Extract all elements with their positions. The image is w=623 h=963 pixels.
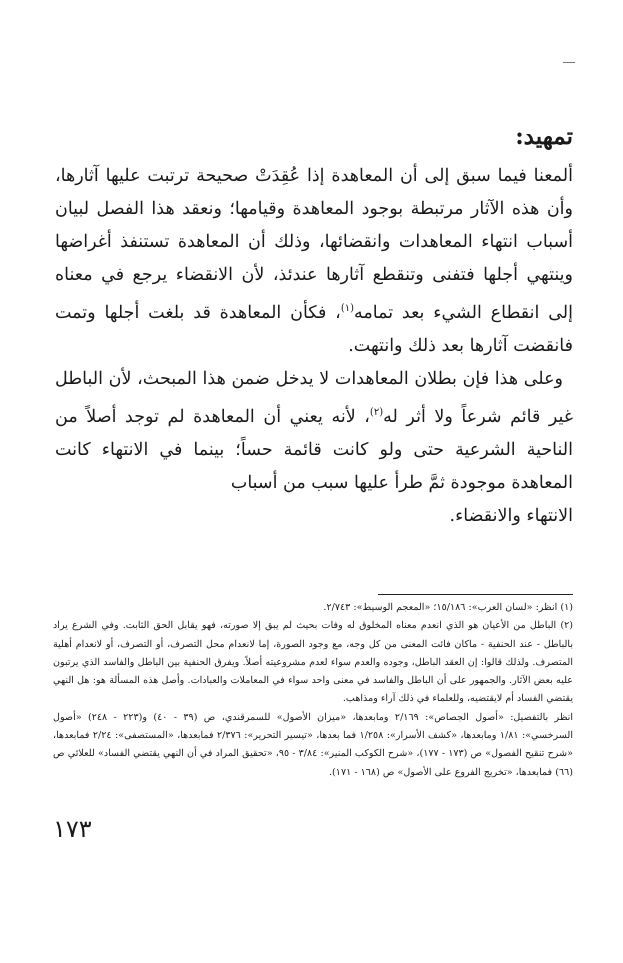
paragraph-2 (55, 363, 573, 500)
page-title: تمهيد: (515, 123, 573, 150)
paragraph-1-tail: ، فكأن المعاهدة قد بلغت أجلها وتمت فانقضت آثارها بعد ذلك وانتهت. (55, 302, 573, 356)
paragraph-1 (55, 160, 573, 363)
footnote-ref-2: (٢) (369, 406, 384, 418)
body-text (55, 160, 573, 533)
footnote-2: (٢) الباطل من الأعيان هو الذي انعدم معناه المخلوق له وفات بحيث لم يبق إلا صورته، فهو يقابل الحق الثابت. وفي الشرع يراد بالباطل - عند الحنفية - ماكان فائت المعنى من كل وجه، مع وجود الصورة، إما لانعدام محل التصرف، أو التصرف، أو لانعدام أهلية المتصرف. ولذلك قالوا: إن العقد الباطل، وجوده والعدم سواء لعدم مشروعيته أصلاً. ويفرق الحنفية بين الباطل والفاسد الذي يرتبون عليه بعض الآثار. والجمهور على أن الباطل والفاسد في معنى واحد سواء في المعاملات والعبادات. وأصل هذه المسألة هو: هل النهي يقتضي الفساد أم لايقتضيه، وللعلماء في ذلك آراء ومذاهب. (53, 620, 573, 705)
paragraph-2-tail: ، لأنه يعني أن المعاهدة لم توجد أصلاً من الناحية الشرعية حتى ولو كانت قائمة حساً؛ بينما في الانتهاء كانت المعاهدة موجودة ثمَّ طرأ عليها سبب من أسباب (55, 406, 573, 493)
footnotes (53, 599, 573, 782)
paragraph-3-text: الانتهاء والانقضاء. (449, 505, 573, 526)
paragraph-3 (55, 500, 573, 533)
footnote-2-references: انظر بالتفصيل: «أصول الجصاص»: ٢/١٦٩ ومابعدها، «ميزان الأصول» للسمرقندي، ص (٣٩ - ٤٠) و(٢٢٣ - ٢٤٨) «أصول السرخسي»: ١/٨١ ومابعدها، «كشف الأسرار»: ١/٢٥٨ فما بعدها، «تيسير التحرير»: ٢/٣٧٦ فمابعدها، «المستصفى»: ٢/٢٤ فمابعدها، «شرح تنقيح الفصول» ص (١٧٣ - ١٧٧)، «شرح الكوكب المنير»: ٣/٨٤ - ٩٥، «تحقيق المراد في أن النهي يقتضي الفساد» للعلائي ص (٦٦) فمابعدها، «تخريج الفروع على الأصول» ص (١٦٨ - ١٧١). (53, 711, 574, 778)
footnote-ref-1: (١) (340, 303, 354, 314)
footnote-divider (378, 594, 573, 595)
footnote-1: (١) انظر: «لسان العرب»: ١٥/١٨٦؛ «المعجم الوسيط»: ٢/٧٤٣. (323, 602, 573, 613)
page-number: ١٧٣ (53, 815, 92, 843)
paragraph-1-text: ألمعنا فيما سبق إلى أن المعاهدة إذا عُقِدَتْ صحيحة ترتبت عليها آثارها، وأن هذه الآثار مرتبطة بوجود المعاهدة وقيامها؛ ونعقد هذا الفصل لبيان أسباب انتهاء المعاهدات وانقضائها، وذلك أن المعاهدة تستنفذ أغراضها وينتهي أجلها فتفنى وتنقطع آثارها عندئذ، لأن الانقضاء يرجع في معناه إلى انقطاع الشيء بعد تمامه (55, 166, 573, 323)
corner-mark (563, 62, 575, 63)
paragraph-2-text: وعلى هذا فإن بطلان المعاهدات لا يدخل ضمن هذا المبحث، لأن الباطل غير قائم شرعاً ولا أثر له (55, 368, 573, 427)
